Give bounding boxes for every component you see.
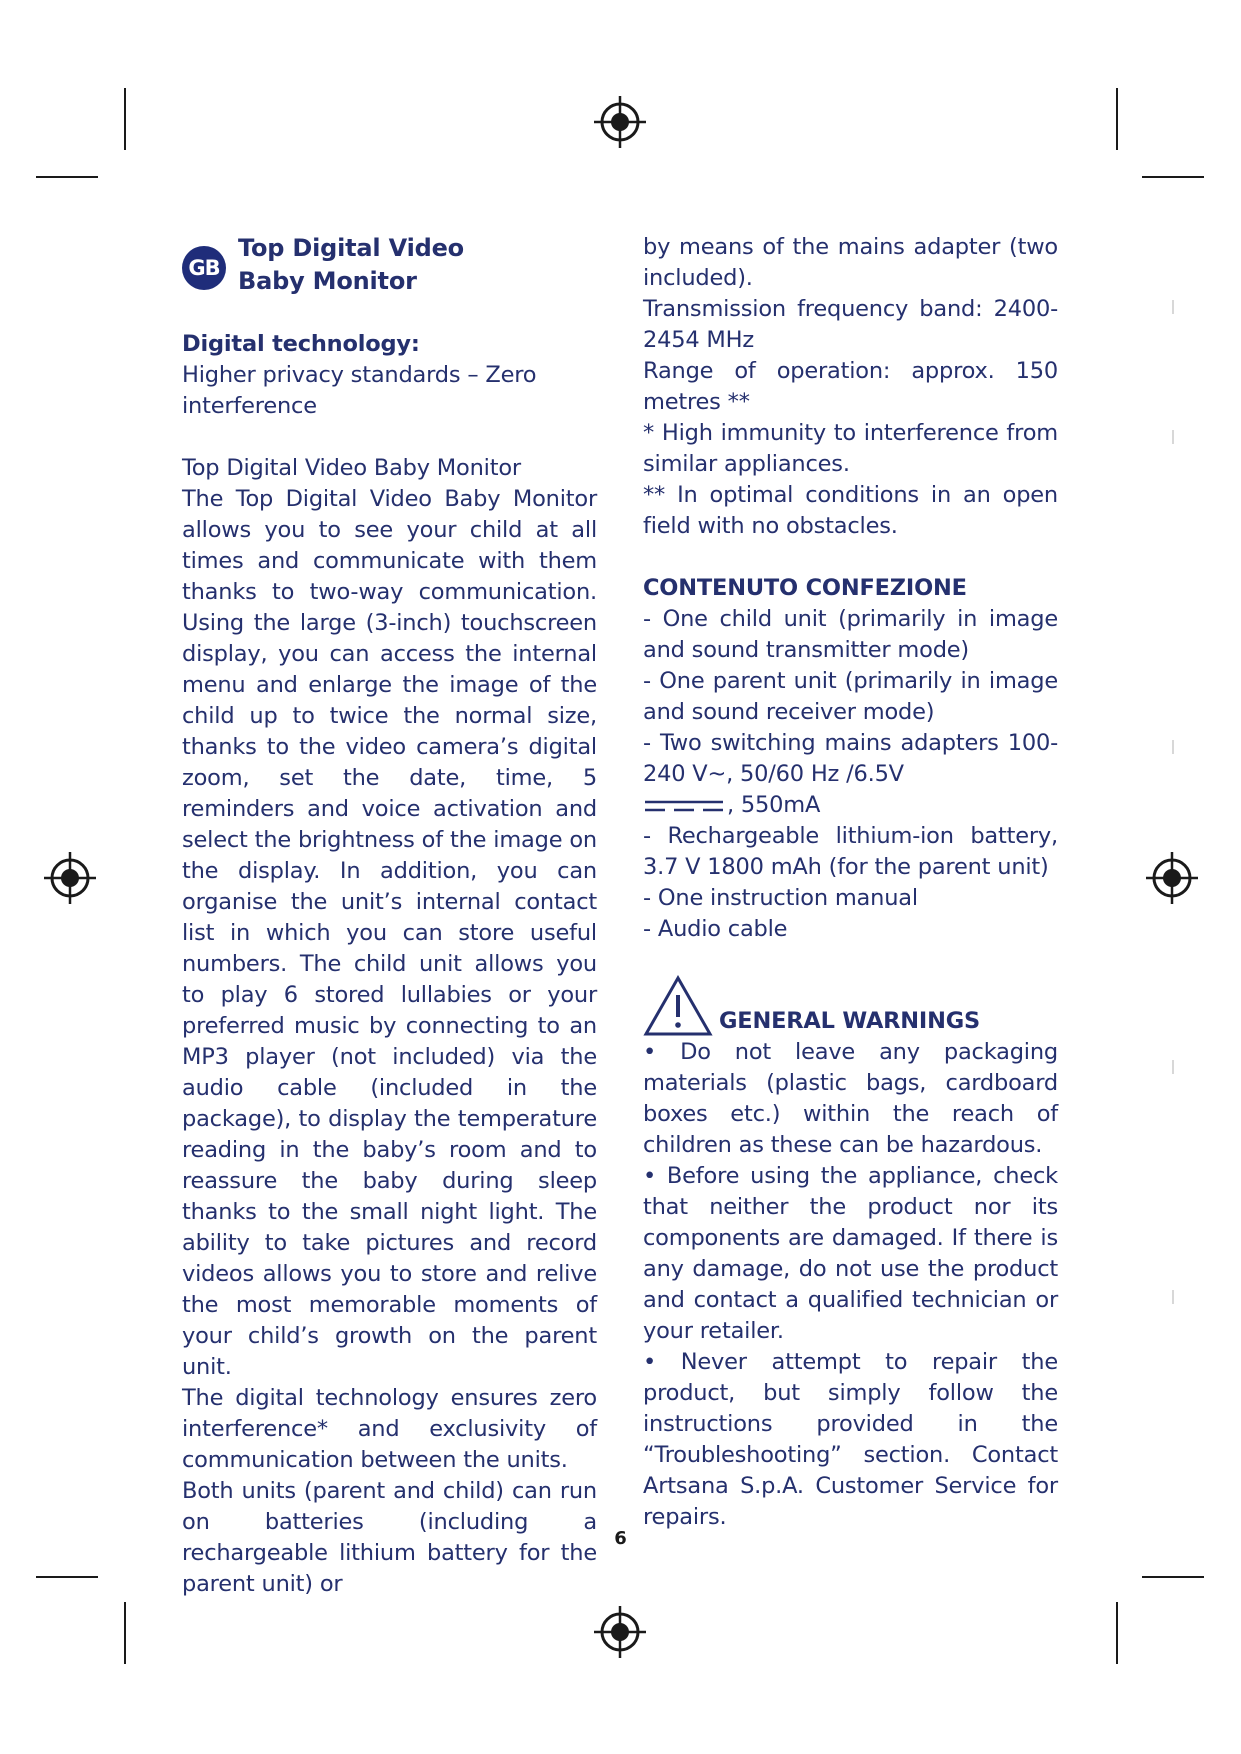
warnings-heading-row — [643, 975, 1058, 1037]
crop-mark-top-right-v — [1116, 88, 1118, 150]
subtitle: Top Digital Video Baby Monitor — [182, 455, 521, 481]
crop-mark-top-left-v — [124, 88, 126, 150]
list-item: - Two switching mains adapters 100-240 V~, 50/60 Hz /6.5V — [643, 730, 1058, 787]
footnote: ** In optimal conditions in an open field with no obstacles. — [643, 482, 1058, 539]
paragraph: by means of the mains adapter (two included). — [643, 234, 1058, 291]
list-item: - One child unit (primarily in image and sound transmitter mode) — [643, 606, 1058, 663]
title-line-1: Top Digital Video — [238, 234, 464, 262]
document-title — [182, 232, 597, 298]
footnote: * High immunity to interference from similar appliances. — [643, 420, 1058, 477]
warnings-heading: GENERAL WARNINGS — [719, 1008, 980, 1034]
registration-mark-icon — [592, 94, 648, 150]
title-line-2: Baby Monitor — [238, 267, 417, 295]
spec-range: Range of operation: approx. 150 metres ** — [643, 358, 1058, 415]
crop-mark-top-left-h — [36, 176, 98, 178]
dc-current-icon — [643, 798, 725, 814]
crop-mark-bottom-left-v — [124, 1602, 126, 1664]
warning-item: • Do not leave any packaging materials (plastic bags, cardboard boxes etc.) within the reach of children as these can be hazardous. — [643, 1039, 1058, 1158]
language-badge: GB — [182, 246, 226, 290]
paragraph: The Top Digital Video Baby Monitor allows you to see your child at all times and communicate with them thanks to two-way communication. Using the large (3-inch) touchscreen display, you can access the internal menu and enlarge the image of the child up to twice the normal size, thanks to the video camera’s digital zoom, set the date, time, 5 reminders and voice activation and select the brightness of the image on the display. In addition, you can organise the unit’s internal contact list in which you can store useful numbers. The child unit allows you to play 6 stored lullabies or your preferred music by connecting to an MP3 player (not included) via the audio cable (included in the package), to display the temperature reading in the baby’s room and to reassure the baby during sleep thanks to the small night light. The ability to take pictures and record videos allows you to store and relive the most memorable moments of your child’s growth on the parent unit. — [182, 486, 597, 1380]
paragraph: Both units (parent and child) can run on batteries (including a rechargeable lithium battery for the parent unit) or — [182, 1478, 597, 1597]
section-heading: Digital technology: — [182, 331, 420, 357]
edge-strip — [1172, 740, 1174, 754]
crop-mark-bottom-right-v — [1116, 1602, 1118, 1664]
crop-mark-top-right-h — [1142, 176, 1204, 178]
warning-triangle-icon — [643, 975, 713, 1037]
page-number: 6 — [614, 1528, 627, 1549]
warning-item: • Never attempt to repair the product, but simply follow the instructions provided in the “Troubleshooting” section. Contact Artsana S.p.A. Customer Service for repairs. — [643, 1349, 1058, 1530]
warning-item: • Before using the appliance, check that neither the product nor its components are damaged. If there is any damage, do not use the product and contact a qualified technician or your retailer. — [643, 1163, 1058, 1344]
spec-frequency: Transmission frequency band: 2400-2454 MHz — [643, 296, 1058, 353]
left-column — [182, 232, 597, 1600]
registration-mark-icon — [592, 1604, 648, 1660]
crop-mark-bottom-left-h — [36, 1576, 98, 1578]
right-column — [643, 232, 1058, 1533]
edge-strip — [1172, 300, 1174, 314]
registration-mark-icon — [42, 850, 98, 906]
list-item: - One instruction manual — [643, 885, 918, 911]
adapter-current: , 550mA — [727, 792, 821, 818]
list-item: - Audio cable — [643, 916, 788, 942]
crop-mark-bottom-right-h — [1142, 1576, 1204, 1578]
edge-strip — [1172, 1060, 1174, 1074]
edge-strip — [1172, 430, 1174, 444]
registration-mark-icon — [1144, 850, 1200, 906]
paragraph: Higher privacy standards – Zero interference — [182, 362, 537, 419]
contents-heading: CONTENUTO CONFEZIONE — [643, 575, 967, 601]
list-item — [643, 790, 1058, 821]
list-item: - Rechargeable lithium-ion battery, 3.7 V 1800 mAh (for the parent unit) — [643, 823, 1058, 880]
edge-strip — [1172, 1290, 1174, 1304]
list-item: - One parent unit (primarily in image and sound receiver mode) — [643, 668, 1058, 725]
paragraph: The digital technology ensures zero interference* and exclusivity of communication between the units. — [182, 1385, 597, 1473]
